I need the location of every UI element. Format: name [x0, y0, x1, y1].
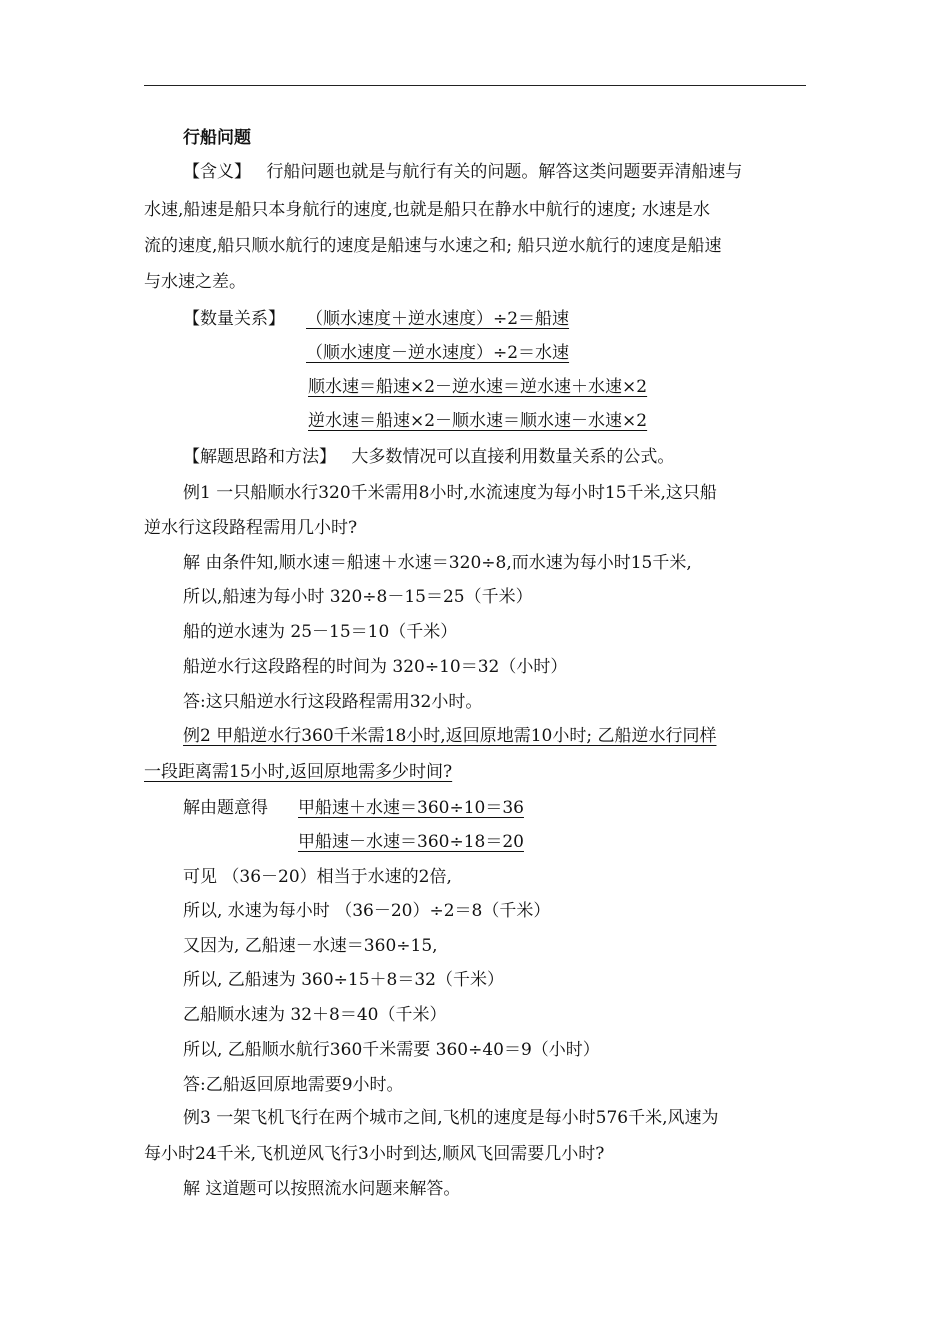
meaning-paragraph-line-4: 与水速之差。	[144, 272, 246, 292]
relations-label: 【数量关系】	[183, 309, 285, 329]
example1-solution-line-4: 船逆水行这段路程的时间为 320÷10＝32（小时）	[183, 657, 568, 677]
example2-solve-label: 解由题意得	[183, 798, 268, 818]
page-title: 行船问题	[183, 128, 251, 148]
meaning-text: 行船问题也就是与航行有关的问题。解答这类问题要弄清船速与	[266, 162, 743, 182]
formula-3: 顺水速＝船速×2－逆水速＝逆水速＋水速×2	[308, 377, 648, 397]
example2-step-1: 可见 （36－20）相当于水速的2倍,	[183, 867, 452, 887]
example1-question-line-1: 例1 一只船顺水行320千米需用8小时,水流速度为每小时15千米,这只船	[183, 483, 717, 503]
example2-answer: 答:乙船返回原地需要9小时。	[183, 1075, 404, 1095]
example2-step-6: 所以, 乙船顺水航行360千米需要 360÷40＝9（小时）	[183, 1040, 600, 1060]
example3-question-line-1: 例3 一架飞机飞行在两个城市之间,飞机的速度是每小时576千米,风速为	[183, 1108, 719, 1128]
example2-step-5: 乙船顺水速为 32＋8＝40（千米）	[183, 1005, 447, 1025]
method-text: 大多数情况可以直接利用数量关系的公式。	[351, 447, 675, 467]
meaning-label: 【含义】	[183, 162, 251, 182]
example2-question-line-2: 一段距离需15小时,返回原地需多少时间?	[144, 762, 453, 782]
example2-equation-2: 甲船速－水速＝360÷18＝20	[298, 832, 524, 852]
header-rule	[144, 85, 806, 86]
example1-question-line-2: 逆水行这段路程需用几小时?	[144, 518, 358, 538]
example1-solution-line-1: 解 由条件知,顺水速＝船速＋水速＝320÷8,而水速为每小时15千米,	[183, 553, 692, 573]
example1-solution-line-2: 所以,船速为每小时 320÷8－15＝25（千米）	[183, 587, 533, 607]
method-line	[183, 445, 674, 469]
example2-step-2: 所以, 水速为每小时 （36－20）÷2＝8（千米）	[183, 901, 551, 921]
example1-answer: 答:这只船逆水行这段路程需用32小时。	[183, 692, 483, 712]
example2-step-3: 又因为, 乙船速－水速＝360÷15,	[183, 936, 438, 956]
example2-step-4: 所以, 乙船速为 360÷15＋8＝32（千米）	[183, 970, 504, 990]
meaning-paragraph-line-2: 水速,船速是船只本身航行的速度,也就是船只在静水中航行的速度; 水速是水	[144, 200, 710, 220]
meaning-paragraph-line-3: 流的速度,船只顺水航行的速度是船速与水速之和; 船只逆水航行的速度是船速	[144, 236, 722, 256]
method-label: 【解题思路和方法】	[183, 447, 336, 467]
example2-question-line-1: 例2 甲船逆水行360千米需18小时,返回原地需10小时; 乙船逆水行同样	[183, 726, 717, 746]
formula-1: （顺水速度＋逆水速度）÷2＝船速	[306, 309, 570, 329]
example3-question-line-2: 每小时24千米,飞机逆风飞行3小时到达,顺风飞回需要几小时?	[144, 1144, 605, 1164]
example3-solution-line-1: 解 这道题可以按照流水问题来解答。	[183, 1179, 461, 1199]
example1-solution-line-3: 船的逆水速为 25－15＝10（千米）	[183, 622, 458, 642]
formula-2: （顺水速度－逆水速度）÷2＝水速	[306, 343, 570, 363]
meaning-paragraph-line-1	[183, 160, 742, 184]
formula-4: 逆水速＝船速×2－顺水速＝顺水速－水速×2	[308, 411, 648, 431]
example2-equation-1: 甲船速＋水速＝360÷10＝36	[298, 798, 524, 818]
